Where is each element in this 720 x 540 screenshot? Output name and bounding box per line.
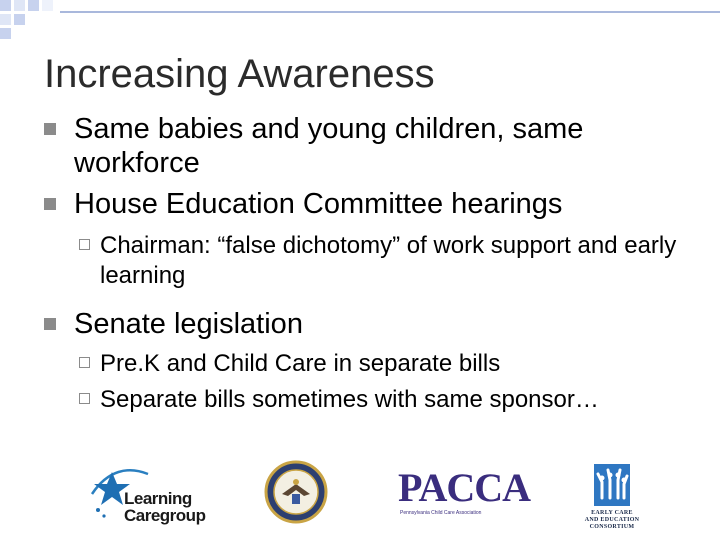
bullet-item [44, 307, 704, 341]
hollow-square-bullet-icon [79, 393, 90, 404]
logo-line: EARLY CARE [591, 510, 633, 516]
logo-line: Caregroup [124, 506, 206, 525]
sub-bullet-item [44, 349, 704, 379]
bullet-item [44, 187, 704, 221]
bullet-text: House Education Committee hearings [74, 188, 563, 220]
bullet-text: Same babies and young children, same workforce [74, 113, 584, 179]
bullet-text: Senate legislation [74, 308, 303, 340]
figures-icon [580, 462, 644, 508]
corner-decoration [0, 0, 60, 46]
logo-strip [0, 458, 720, 540]
slide-title: Increasing Awareness [44, 52, 435, 96]
ece-consortium-logo [580, 462, 644, 540]
learning-care-group-logo [88, 464, 206, 526]
top-rule [60, 11, 720, 13]
ece-wordmark [580, 510, 644, 531]
bullet-text: Chairman: “false dichotomy” of work support and early learning [100, 232, 677, 289]
bullet-list [44, 112, 704, 415]
department-seal-icon [264, 460, 328, 524]
square-bullet-icon [44, 198, 56, 210]
bullet-item [44, 112, 704, 180]
bullet-text: Separate bills sometimes with same sponsor… [100, 386, 599, 413]
hollow-square-bullet-icon [79, 357, 90, 368]
logo-line: Learning [124, 489, 192, 508]
logo-line: CONSORTIUM [589, 524, 635, 530]
bullet-text: Pre.K and Child Care in separate bills [100, 350, 501, 377]
learning-care-group-wordmark [124, 490, 205, 524]
hollow-square-bullet-icon [79, 239, 90, 250]
pacca-logo [398, 465, 531, 520]
sub-bullet-item [44, 385, 600, 415]
logo-line: AND EDUCATION [584, 517, 640, 523]
square-bullet-icon [44, 123, 56, 135]
pacca-tagline: Pennsylvania Child Care Association [400, 510, 482, 516]
pacca-wordmark: PACCA [398, 465, 531, 510]
sub-bullet-item [44, 231, 700, 291]
square-bullet-icon [44, 318, 56, 330]
